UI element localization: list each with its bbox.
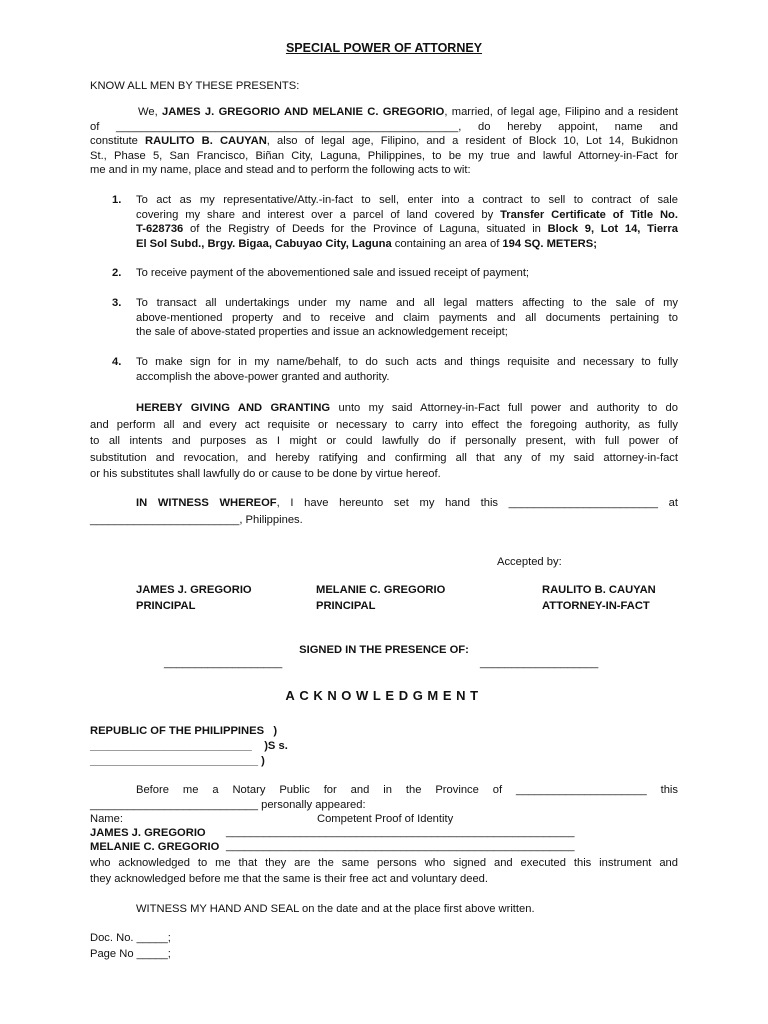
presence-label: SIGNED IN THE PRESENCE OF: — [299, 644, 469, 656]
venue-block: REPUBLIC OF THE PHILIPPINES ) __________________________ )S s. ___________________________ ) — [90, 725, 288, 767]
item-body: To act as my representative/Atty.-in-fact to sell, enter into a contract to sell to contract of sale covering my share and interest over a parcel of land covered by Transfer Certificate of Title No. T-628736 of the Registry of Deeds for the Province of Laguna, situated in Block 9, Lot 14, Tierra El Sol Subd., Brgy. Bigaa, Cabuyao City, Laguna containing an area of 194 SQ. METERS; — [136, 194, 678, 250]
item-body: To transact all undertakings under my name and all legal matters affecting to the sale of my above-mentioned property and to receive and claim payments and all documents pertaining to the sale of above-stated properties and issue an acknowledgement receipt; — [136, 297, 678, 339]
signatory-role: PRINCIPAL — [136, 599, 196, 612]
column-proof-label: Competent Proof of Identity — [317, 813, 454, 825]
intro-paragraph — [90, 105, 678, 178]
doc-page-numbers — [90, 931, 171, 962]
item-body: To make sign for in my name/behalf, to do such acts and things requisite and necessary to fully accomplish the above-power granted and authority. — [136, 356, 678, 383]
signatory-name: JAMES J. GREGORIO — [136, 584, 252, 596]
acknowledgment-title: ACKNOWLEDGMENT — [285, 688, 483, 703]
witness-seal-line: WITNESS MY HAND AND SEAL on the date and at the place first above written. — [136, 903, 535, 915]
intro-line-3: constitute RAULITO B. CAUYAN, also of legal age, Filipino, and a resident of Block 10, Lot 14, Bukidnon — [90, 135, 679, 148]
signatory-block — [316, 583, 445, 614]
doc-no: Doc. No. _____; — [90, 932, 171, 944]
intro-line-5: me and in my name, place and stead and to perform the following acts to wit: — [90, 164, 471, 177]
item-body: To receive payment of the abovementioned sale and issued receipt of payment; — [136, 267, 530, 279]
signatory-name: RAULITO B. CAUYAN — [542, 584, 656, 596]
intro-line-2: of _______________________________________________________, do hereby appoint, name and — [90, 120, 678, 133]
acknowledged-paragraph: who acknowledged to me that they are the same persons who signed and executed this instrument and they acknowledged before me that the same is their free act and voluntary deed. — [90, 857, 678, 885]
item-number: 3. — [112, 297, 122, 309]
witness-line-left: ___________________ — [164, 657, 283, 669]
signatory-name: MELANIE C. GREGORIO — [316, 584, 446, 596]
signatory-block — [542, 583, 656, 614]
accepted-by-label: Accepted by: — [497, 556, 562, 568]
item-number: 1. — [112, 194, 122, 206]
person-proof-line: ________________________________________________________ — [226, 840, 575, 852]
column-name-label: Name: — [90, 813, 123, 825]
signatory-role: PRINCIPAL — [316, 599, 376, 612]
item-number: 4. — [112, 356, 122, 368]
before-paragraph: Before me a Notary Public for and in the Province of _____________________ this ___________________________ personally appeared: — [90, 784, 678, 811]
item-number: 2. — [112, 267, 122, 279]
page-no: Page No _____; — [90, 947, 171, 960]
witness-line-right: ___________________ — [480, 657, 599, 669]
signatory-block — [136, 583, 252, 614]
signatory-role: ATTORNEY-IN-FACT — [542, 599, 650, 612]
witness-paragraph: IN WITNESS WHEREOF, I have hereunto set my hand this ________________________ at ________________________, Philippines. — [90, 497, 678, 526]
person-name: JAMES J. GREGORIO — [90, 827, 206, 839]
person-proof-line: ________________________________________________________ — [226, 826, 575, 838]
intro-line-1: We, JAMES J. GREGORIO AND MELANIE C. GREGORIO, married, of legal age, Filipino and a resident — [138, 106, 678, 118]
opening-line: KNOW ALL MEN BY THESE PRESENTS: — [90, 80, 300, 92]
person-name: MELANIE C. GREGORIO — [90, 841, 220, 853]
intro-line-4: St., Phase 5, San Francisco, Biñan City, Laguna, Philippines, to be my true and lawful Attorney-in-Fact for — [90, 149, 678, 162]
granting-paragraph: HEREBY GIVING AND GRANTING unto my said Attorney-in-Fact full power and authority to do and perform all and every act requisite or necessary to carry into effect the foregoing authority, as fully to all intents and purposes as I might or could lawfully do if personally present, with full power of substitution and revocation, and hereby ratifying and confirming all that any of my said attorney-in-fact or his substitutes shall lawfully do or cause to be done by virtue hereof. — [90, 402, 678, 481]
document-title: SPECIAL POWER OF ATTORNEY — [285, 41, 483, 55]
